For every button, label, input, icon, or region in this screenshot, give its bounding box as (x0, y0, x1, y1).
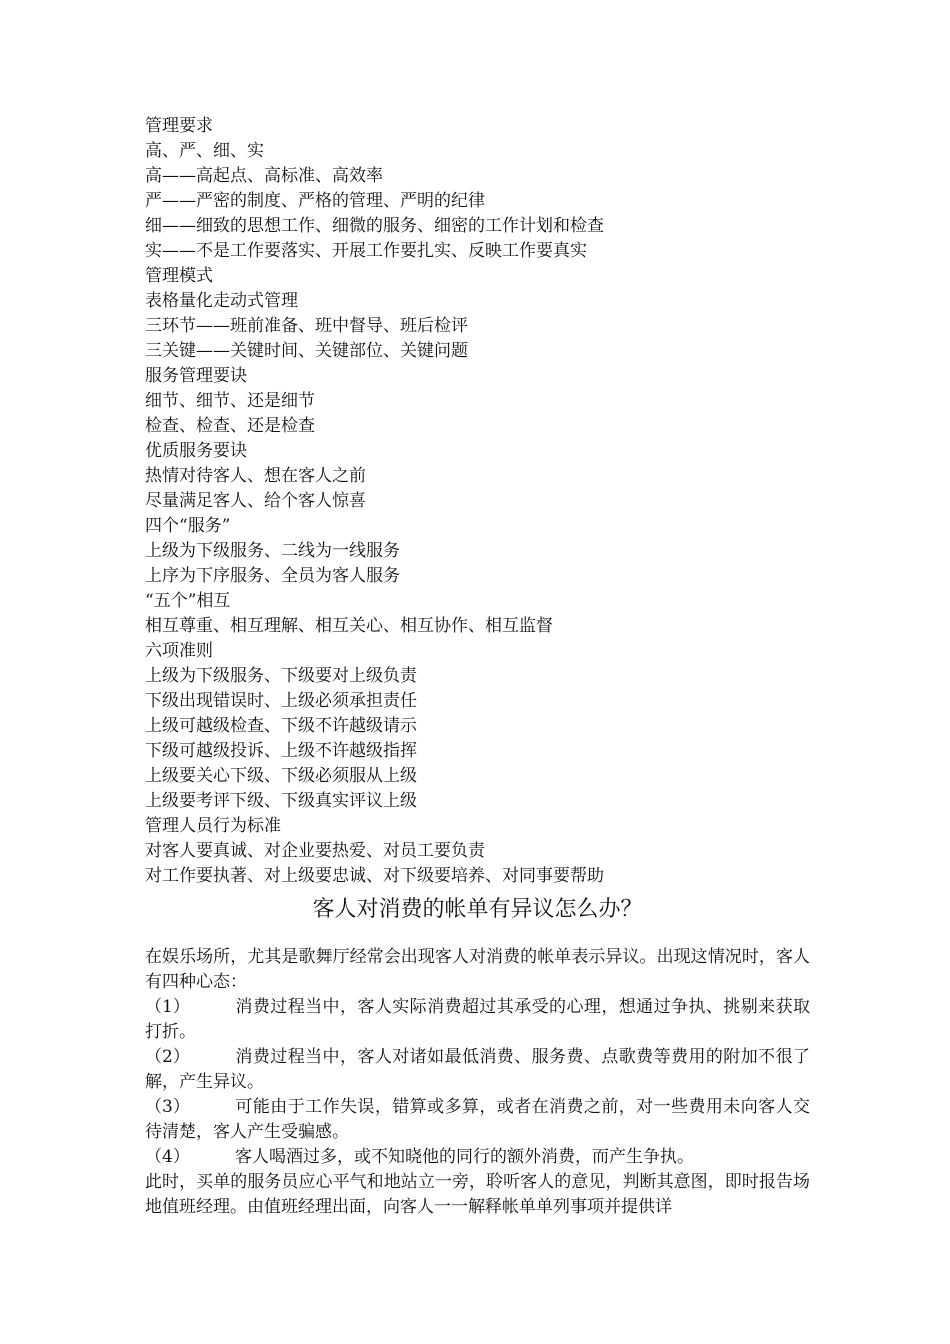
outline-line: 服务管理要诀 (145, 366, 247, 386)
outline-line: 管理模式 (145, 266, 213, 286)
list-item (145, 1045, 810, 1095)
outline-line: 三环节——班前准备、班中督导、班后检评 (145, 316, 468, 336)
reason-list (145, 995, 810, 1170)
intro-paragraph: 在娱乐场所，尤其是歌舞厅经常会出现客人对消费的帐单表示异议。出现这情况时，客人有四种心态： (145, 947, 810, 992)
outline-line: 尽量满足客人、给个客人惊喜 (145, 491, 366, 511)
outline-line: “五个”相互 (145, 591, 231, 611)
item-number: （1） (145, 997, 190, 1017)
outline-line: 优质服务要诀 (145, 441, 247, 461)
outline-line: 六项准则 (145, 641, 213, 661)
outline-line: 管理人员行为标准 (145, 816, 281, 836)
outline-line: 高——高起点、高标准、高效率 (145, 166, 383, 186)
item-number: （2） (145, 1047, 190, 1067)
outline-line: 热情对待客人、想在客人之前 (145, 466, 366, 486)
item-text: 可能由于工作失误，错算或多算，或者在消费之前，对一些费用未向客人交待清楚，客人产生受骗感。 (145, 1097, 810, 1142)
outline-line: 表格量化走动式管理 (145, 291, 298, 311)
outline-line: 实——不是工作要落实、开展工作要扎实、反映工作要真实 (145, 241, 587, 261)
outline-line: 上级要考评下级、下级真实评议上级 (145, 791, 417, 811)
outline-line: 细节、细节、还是细节 (145, 391, 315, 411)
outline-line: 四个“服务” (145, 516, 231, 536)
outline-line: 管理要求 (145, 116, 213, 136)
item-number: （4） (145, 1147, 190, 1167)
list-item (145, 1095, 810, 1145)
item-text: 消费过程当中，客人实际消费超过其承受的心理，想通过争执、挑剔来获取打折。 (145, 997, 810, 1042)
outline-line: 检查、检查、还是检查 (145, 416, 315, 436)
outline-line: 上级可越级检查、下级不许越级请示 (145, 716, 417, 736)
outline-list (145, 114, 810, 889)
item-text: 消费过程当中，客人对诸如最低消费、服务费、点歌费等费用的附加不很了解，产生异议。 (145, 1047, 810, 1092)
outline-line: 对工作要执著、对上级要忠诚、对下级要培养、对同事要帮助 (145, 866, 604, 886)
outline-line: 下级出现错误时、上级必须承担责任 (145, 691, 417, 711)
outline-line: 上级为下级服务、下级要对上级负责 (145, 666, 417, 686)
outline-line: 上级为下级服务、二线为一线服务 (145, 541, 400, 561)
outline-line: 上级要关心下级、下级必须服从上级 (145, 766, 417, 786)
list-item (145, 1145, 810, 1170)
outline-line: 相互尊重、相互理解、相互关心、相互协作、相互监督 (145, 616, 553, 636)
closing-paragraph: 此时，买单的服务员应心平气和地站立一旁，聆听客人的意见，判断其意图，即时报告场地值班经理。由值班经理出面，向客人一一解释帐单单列事项并提供详 (145, 1172, 810, 1217)
outline-line: 三关键——关键时间、关键部位、关键问题 (145, 341, 468, 361)
document-page (145, 114, 810, 1220)
list-item (145, 995, 810, 1045)
outline-line: 上序为下序服务、全员为客人服务 (145, 566, 400, 586)
outline-line: 高、严、细、实 (145, 141, 264, 161)
item-text: 客人喝酒过多，或不知晓他的同行的额外消费，而产生争执。 (235, 1147, 694, 1167)
outline-line: 对客人要真诚、对企业要热爱、对员工要负责 (145, 841, 485, 861)
outline-line: 严——严密的制度、严格的管理、严明的纪律 (145, 191, 485, 211)
section-title: 客人对消费的帐单有异议怎么办？ (312, 897, 643, 922)
item-number: （3） (145, 1097, 190, 1117)
outline-line: 细——细致的思想工作、细微的服务、细密的工作计划和检查 (145, 216, 604, 236)
outline-line: 下级可越级投诉、上级不许越级指挥 (145, 741, 417, 761)
